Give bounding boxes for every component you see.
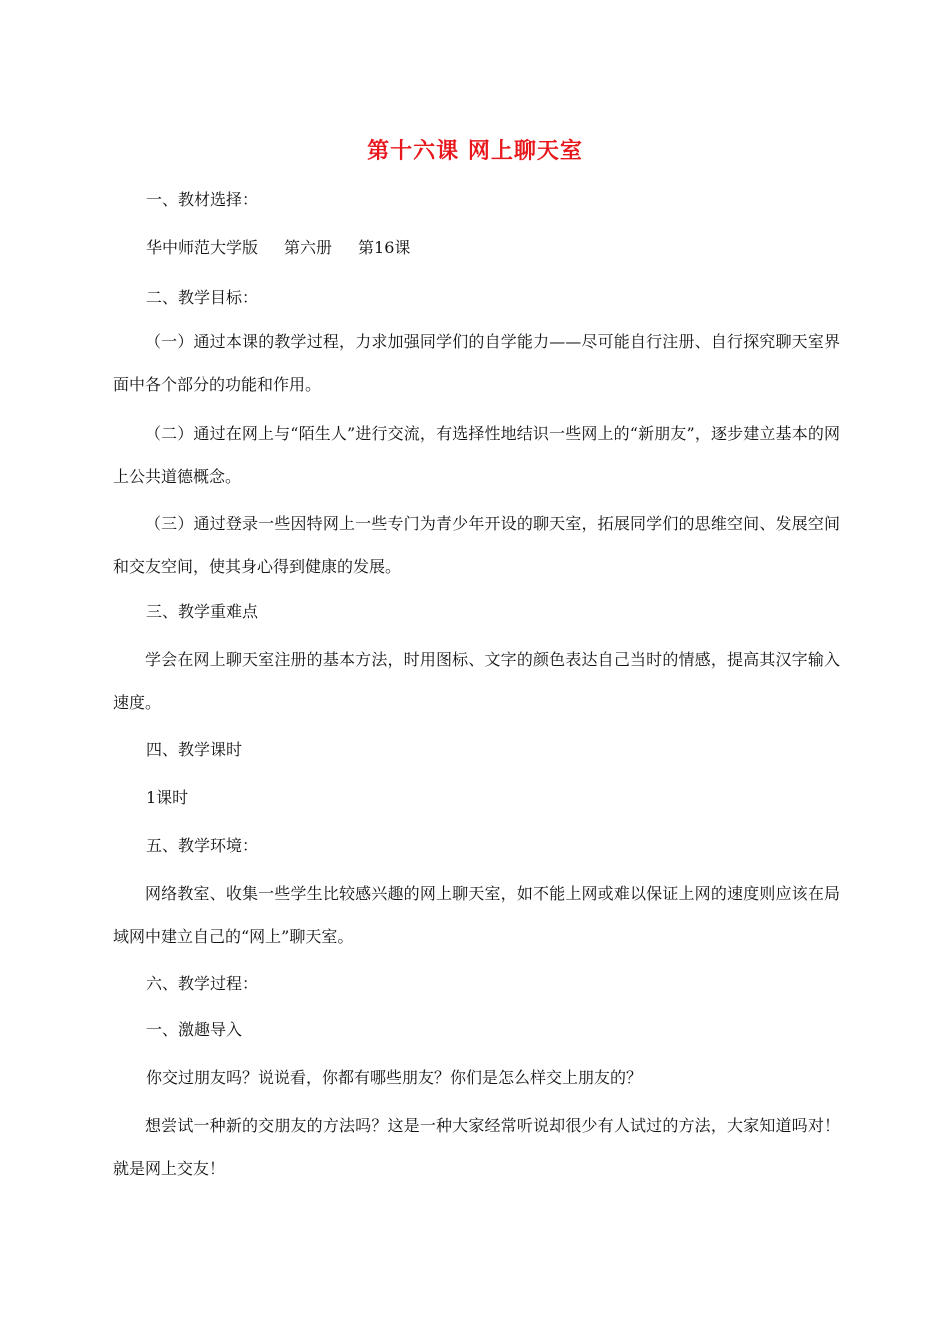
materials-lesson: 第16课: [358, 238, 411, 257]
environment-paragraph: 网络教室、收集一些学生比较感兴趣的网上聊天室，如不能上网或难以保证上网的速度则应该在局域网中建立自己的“网上”聊天室。: [113, 884, 840, 946]
process-paragraph-1: 你交过朋友吗？说说看，你都有哪些朋友？你们是怎么样交上朋友的？: [146, 1068, 643, 1087]
process-paragraph-2: 想尝试一种新的交朋友的方法吗？这是一种大家经常听说却很少有人试过的方法，大家知道吗对！就是网上交友！: [113, 1116, 840, 1178]
page-title: 第十六课 网上聊天室: [367, 138, 583, 164]
section-heading-key-points: 三、教学重难点: [146, 602, 259, 621]
materials-volume: 第六册: [284, 238, 333, 257]
materials-publisher: 华中师范大学版: [146, 238, 259, 257]
section-heading-goals: 二、教学目标：: [146, 288, 259, 307]
goal-paragraph-2: （二）通过在网上与“陌生人”进行交流，有选择性地结识一些网上的“新朋友”，逐步建立基本的网上公共道德概念。: [113, 424, 840, 486]
key-points-paragraph: 学会在网上聊天室注册的基本方法，时用图标、文字的颜色表达自己当时的情感，提高其汉字输入速度。: [113, 650, 840, 712]
materials-line: [113, 232, 873, 264]
periods-value: 1课时: [146, 788, 189, 807]
section-heading-process: 六、教学过程：: [146, 974, 259, 993]
section-heading-materials: 一、教材选择：: [146, 190, 259, 209]
goal-paragraph-1: （一）通过本课的教学过程，力求加强同学们的自学能力——尽可能自行注册、自行探究聊天室界面中各个部分的功能和作用。: [113, 332, 840, 394]
section-heading-periods: 四、教学课时: [146, 740, 243, 759]
goal-paragraph-3: （三）通过登录一些因特网上一些专门为青少年开设的聊天室，拓展同学们的思维空间、发展空间和交友空间，使其身心得到健康的发展。: [113, 514, 840, 576]
section-heading-environment: 五、教学环境：: [146, 836, 259, 855]
process-subheading-intro: 一、激趣导入: [146, 1020, 243, 1039]
